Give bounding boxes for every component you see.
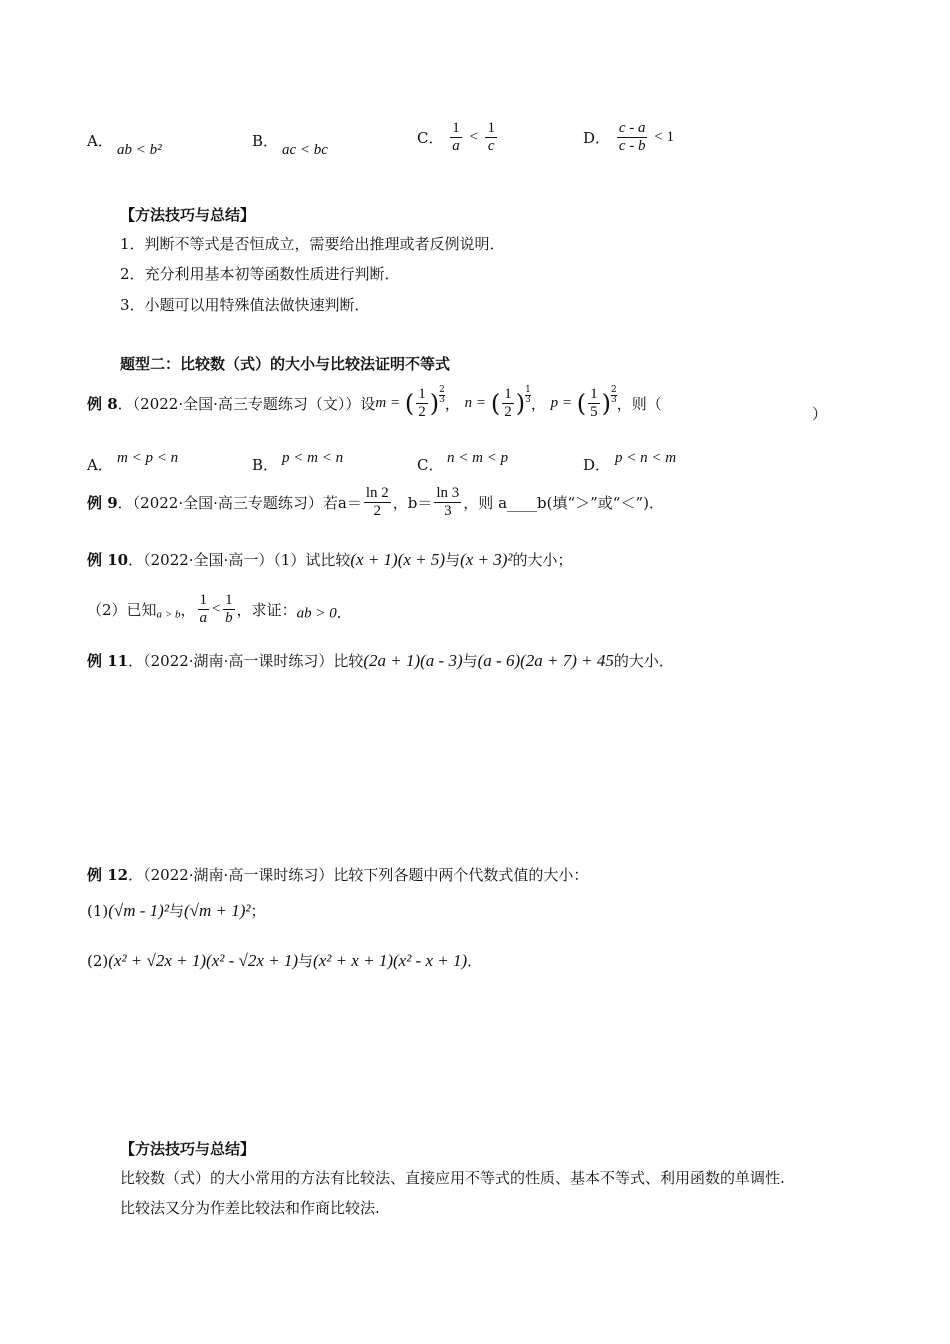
ex9-b-den: 3 (444, 503, 452, 519)
ex9-a-den: 2 (373, 503, 382, 519)
example-10-part2 (87, 592, 352, 627)
option-c-frac2 (485, 120, 497, 155)
ex12-p1-label: (1) (87, 902, 109, 920)
ex8-p-lparen: ( (576, 389, 587, 418)
example-9-label: 例 9 (87, 494, 118, 512)
option-d-den: c - b (618, 138, 646, 154)
ex8-opt-c (417, 454, 443, 475)
example-11-label: 例 11 (87, 652, 129, 670)
ex8-m-den: 2 (418, 404, 426, 420)
ex10-with: 与 (445, 551, 461, 569)
option-d-num: c - a (618, 120, 646, 136)
ex9-a-frac (364, 485, 391, 520)
method1-item-3: 3．小题可以用特殊值法做快速判断． (120, 296, 370, 314)
ex9-b-frac (434, 485, 461, 520)
example-10 (87, 549, 573, 570)
ex8-opt-a-label: A． (87, 456, 113, 474)
option-d (583, 120, 674, 155)
ex8-n-num: 1 (504, 386, 512, 402)
option-c (417, 120, 499, 155)
method1-item-2: 2．充分利用基本初等函数性质进行判断． (120, 265, 400, 283)
ex8-opt-d (583, 454, 610, 475)
ex8-p-exp-num: 2 (611, 385, 617, 395)
option-a-expr: ab < b² (117, 142, 162, 158)
ex12-p2-end: ． (467, 952, 483, 970)
ex12-p1-end: ； (250, 902, 266, 920)
ex10-frac2-den: b (225, 610, 233, 626)
example-10-source: ．（2022·全国·高一）（1）试比较 (128, 551, 351, 569)
option-d-frac (617, 120, 648, 155)
method2-line-1: 比较数（式）的大小常用的方法有比较法、直接应用不等式的性质、基本不等式、利用函数的单调性. (120, 1169, 785, 1187)
ex10-end: ． (336, 603, 352, 622)
method2-line-2: 比较法又分为作差比较法和作商比较法. (120, 1199, 380, 1217)
example-12-source: ．（2022·湖南·高一课时练习）比较下列各题中两个代数式值的大小： (128, 866, 589, 884)
ex8-m-exp-num: 2 (439, 385, 445, 395)
ex12-p2-with: 与 (298, 952, 314, 970)
ex8-n-exp-den: 3 (525, 395, 531, 405)
ex8-m: m = (375, 395, 401, 411)
ex12-p1-with: 与 (168, 902, 184, 920)
ex10-lt: < (211, 601, 222, 617)
ex8-opt-d-expr: p < n < m (615, 450, 677, 466)
example-8-source: ．（2022·全国·高三专题练习（文））设 (117, 395, 376, 413)
ex8-m-lparen: ( (404, 389, 415, 418)
ex8-opt-a-expr: m < p < n (117, 450, 179, 466)
option-b (252, 130, 278, 151)
ex8-p-exp-den: 3 (611, 395, 617, 405)
option-c-lt: < (468, 129, 479, 145)
ex12-p1-expr1: (√m - 1)² (108, 901, 169, 920)
ex12-p2-label: (2) (87, 952, 109, 970)
ex10-frac2 (223, 592, 235, 627)
ex10-frac1-num: 1 (199, 592, 207, 608)
ex8-opt-c-label: C． (417, 456, 444, 474)
ex8-opt-b-expr: p < m < n (282, 450, 344, 466)
ex8-n: n = (464, 395, 487, 411)
ex8-opt-b-label: B． (252, 456, 279, 474)
ex8-comma2: ， (530, 395, 546, 413)
ex10-expr1: (x + 1)(x + 5) (350, 550, 446, 569)
ex10-goal: ab > 0 (296, 605, 337, 622)
option-c-den2: c (487, 138, 495, 154)
example-12-part1 (87, 900, 265, 921)
ex9-a-eq: a＝ (337, 494, 362, 512)
ex10-frac2-num: 1 (225, 592, 233, 608)
method1-title: 【方法技巧与总结】 (120, 206, 256, 224)
ex8-p: p = (550, 395, 572, 411)
ex8-n-den: 2 (504, 404, 512, 420)
ex9-b-num: ln 3 (436, 485, 460, 501)
ex8-n-lparen: ( (490, 389, 501, 418)
ex9-tail: ，则 a____b(填“＞”或“＜”)． (463, 494, 664, 512)
example-11-source: ．（2022·湖南·高一课时练习）比较 (128, 652, 364, 670)
ex12-p1-expr2: (√m + 1)² (183, 901, 251, 920)
ex11-tail: 的大小． (613, 652, 674, 670)
ex8-m-exp-den: 3 (439, 395, 445, 405)
ex10-tail: 的大小； (512, 551, 573, 569)
ex8-opt-d-label: D． (583, 456, 611, 474)
ex12-p2-expr2: (x² + x + 1)(x² - x + 1) (313, 951, 468, 970)
ex9-a-num: ln 2 (365, 485, 389, 501)
example-12-label: 例 12 (87, 866, 129, 884)
ex8-opt-a (87, 454, 113, 475)
ex10-expr2: (x + 3)² (460, 550, 513, 569)
ex11-expr1: (2a + 1)(a - 3) (363, 651, 463, 670)
ex8-n-rparen: ) (515, 389, 526, 418)
option-a (87, 130, 113, 151)
ex10-frac1 (198, 592, 210, 627)
ex8-n-frac (502, 386, 514, 421)
option-c-num2: 1 (487, 120, 495, 136)
example-8-label: 例 8 (87, 395, 118, 413)
method1-item-1: 1．判断不等式是否恒成立，需要给出推理或者反例说明． (120, 235, 505, 253)
ex8-p-den: 5 (590, 404, 598, 420)
ex8-m-num: 1 (418, 386, 426, 402)
ex10-p2-label: （2）已知 (87, 601, 157, 619)
option-c-den1: a (452, 138, 460, 154)
ex8-close-paren: ） (812, 405, 828, 423)
ex8-p-rparen: ) (601, 389, 612, 418)
ex10-comma: ， (180, 601, 196, 619)
ex8-p-frac (588, 386, 600, 421)
example-9-source: ．（2022·全国·高三专题练习）若 (117, 494, 338, 512)
option-a-label: A． (87, 132, 113, 150)
ex10-cond1: a > b (156, 608, 181, 621)
option-d-rest: < 1 (654, 129, 674, 145)
ex8-n-exp-num: 1 (525, 385, 531, 395)
ex9-b-eq: ，b＝ (392, 494, 433, 512)
option-c-label: C． (417, 129, 444, 147)
option-c-num1: 1 (452, 120, 460, 136)
ex8-opt-b (252, 454, 278, 475)
option-d-label: D． (583, 129, 611, 147)
section2-title: 题型二：比较数（式）的大小与比较法证明不等式 (120, 355, 451, 373)
example-10-label: 例 10 (87, 551, 129, 569)
example-12-part2 (87, 950, 482, 971)
ex8-m-rparen: ) (429, 389, 440, 418)
option-b-label: B． (252, 132, 279, 150)
example-9 (87, 485, 664, 520)
option-c-frac1 (450, 120, 462, 155)
ex10-frac1-den: a (199, 610, 207, 626)
method2-title: 【方法技巧与总结】 (120, 1140, 256, 1158)
ex12-p2-expr1: (x² + √2x + 1)(x² - √2x + 1) (108, 951, 299, 970)
ex8-opt-c-expr: n < m < p (447, 450, 509, 466)
example-11 (87, 650, 674, 671)
ex8-then: ，则（ (616, 395, 662, 413)
example-12 (87, 864, 588, 885)
ex11-expr2: (a - 6)(2a + 7) + 45 (477, 651, 614, 670)
ex8-comma1: ， (444, 395, 460, 413)
ex11-with: 与 (462, 652, 478, 670)
ex10-prove: ，求证： (236, 601, 297, 619)
ex8-m-frac (416, 386, 428, 421)
ex8-p-num: 1 (590, 386, 598, 402)
example-8 (87, 386, 662, 421)
option-b-expr: ac < bc (282, 142, 328, 158)
